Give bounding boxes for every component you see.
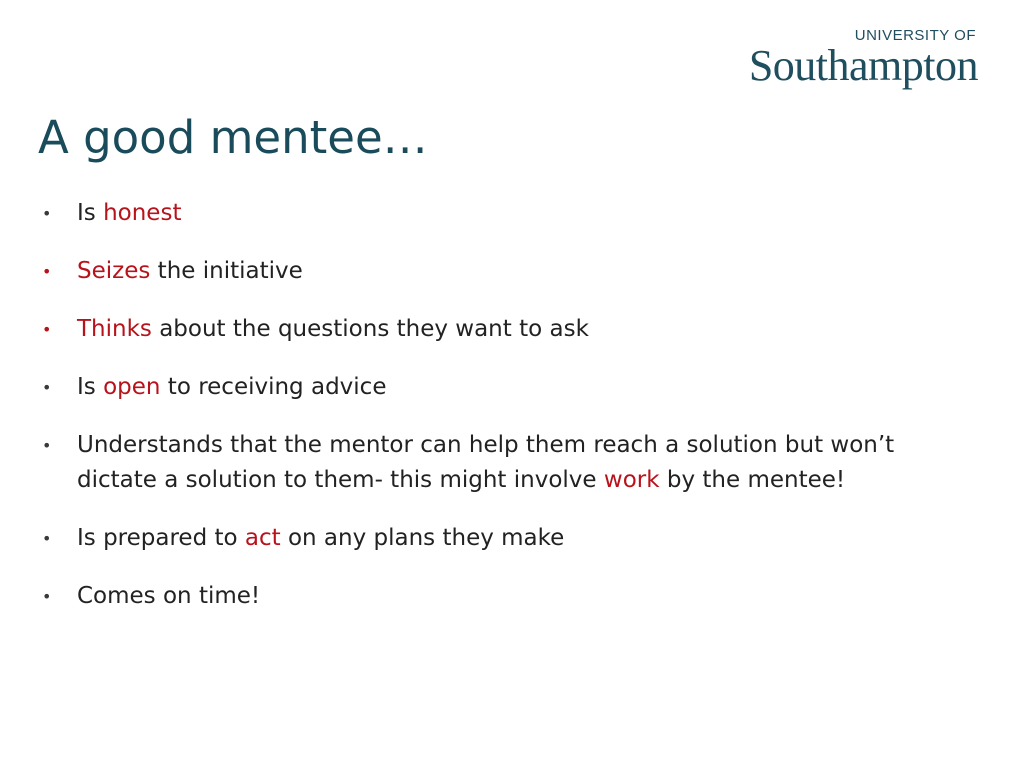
bullet-item-seizes <box>40 254 980 289</box>
bullet-highlight: open <box>103 374 161 400</box>
bullet-text-plain: the initiative <box>150 258 303 284</box>
bullet-text-plain: on any plans they make <box>280 525 565 551</box>
bullet-highlight: Thinks <box>77 316 152 342</box>
bullet-text-plain: Comes on time! <box>77 583 261 609</box>
bullet-text <box>77 370 980 405</box>
bullet-text-plain: Understands that the mentor can help them reach a solution but won’t dictate a solution to them- this might involve <box>77 432 895 493</box>
bullet-text <box>77 428 980 498</box>
logo-line-university-of: UNIVERSITY OF <box>854 27 976 44</box>
bullet-text <box>77 521 980 556</box>
bullet-item-on-time <box>40 579 980 614</box>
bullet-icon: • <box>42 204 52 223</box>
bullet-text <box>77 579 980 614</box>
bullet-icon: • <box>42 587 52 606</box>
logo-line-southampton: Southampton <box>748 41 978 90</box>
bullet-icon: • <box>42 378 52 397</box>
bullet-text <box>77 254 980 289</box>
bullet-item-open <box>40 370 980 405</box>
bullet-highlight: act <box>244 525 281 551</box>
bullet-text-plain: Is <box>77 200 104 226</box>
bullet-icon: • <box>42 320 52 339</box>
bullet-text-plain: by the mentee! <box>659 467 846 493</box>
bullet-highlight: Seizes <box>77 258 151 284</box>
university-logo <box>738 28 978 88</box>
bullet-icon: • <box>42 529 52 548</box>
bullet-item-honest <box>40 196 980 231</box>
slide-title: A good mentee… <box>38 111 428 164</box>
bullet-icon: • <box>42 262 52 281</box>
bullet-item-thinks <box>40 312 980 347</box>
bullet-text-plain: Is <box>77 374 104 400</box>
bullet-item-act <box>40 521 980 556</box>
bullet-item-understands <box>40 428 980 498</box>
bullet-text-plain: to receiving advice <box>160 374 387 400</box>
bullet-text <box>77 196 980 231</box>
bullet-icon: • <box>42 436 52 455</box>
bullet-highlight: work <box>603 467 660 493</box>
bullet-text-plain: about the questions they want to ask <box>151 316 589 342</box>
bullet-text <box>77 312 980 347</box>
bullet-text-plain: Is prepared to <box>77 525 245 551</box>
bullet-list <box>40 196 980 637</box>
bullet-highlight: honest <box>103 200 182 226</box>
